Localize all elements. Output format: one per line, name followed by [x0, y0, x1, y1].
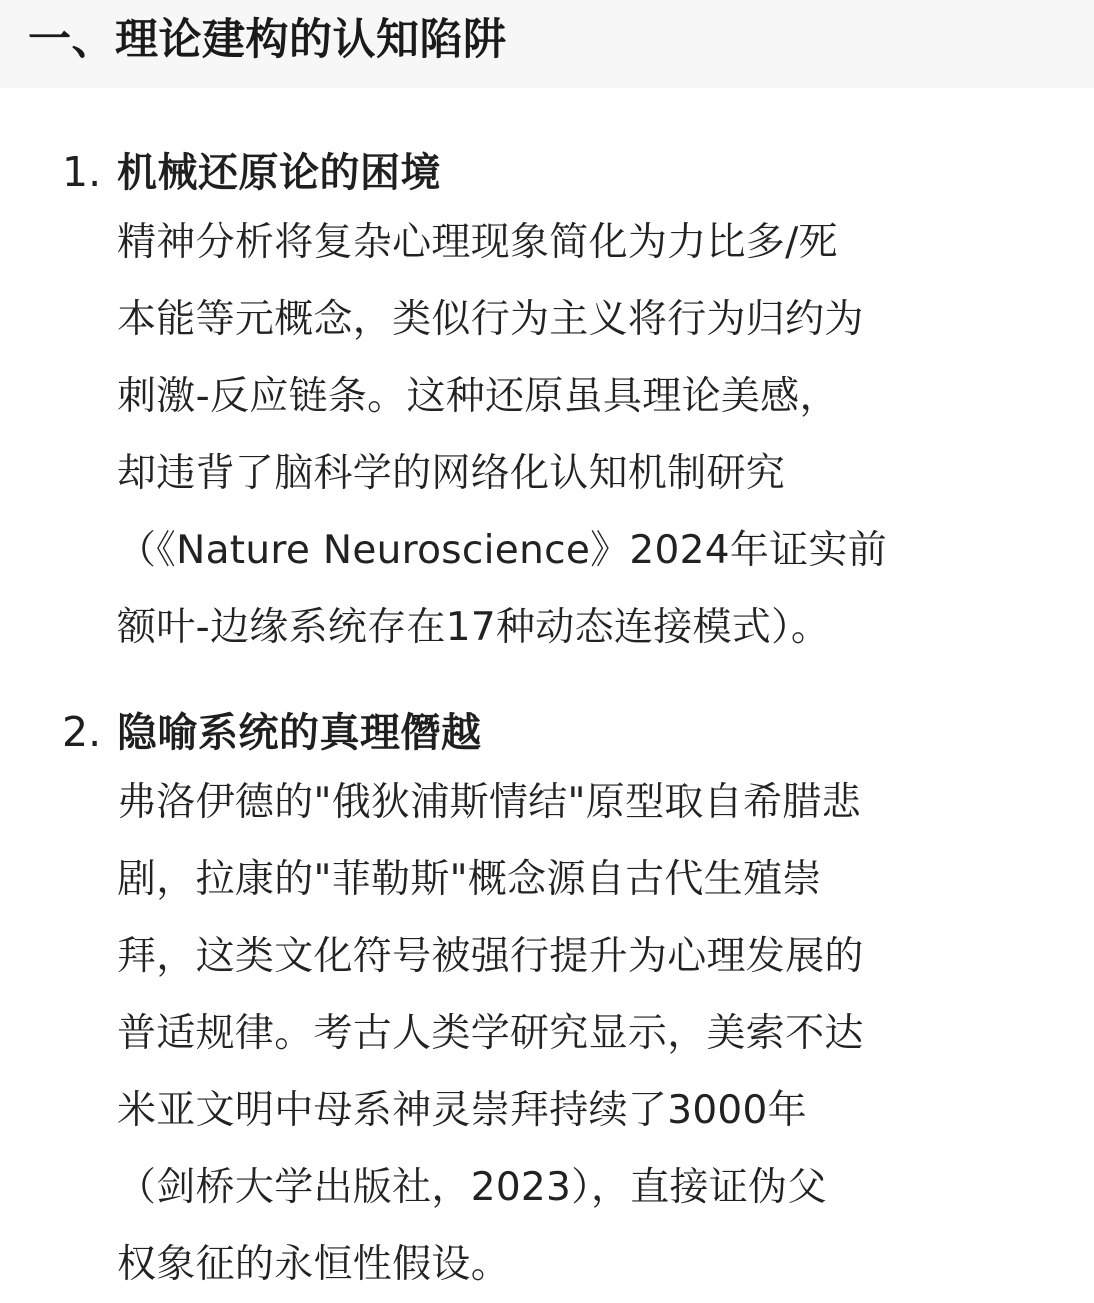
section-body: 精神分析将复杂心理现象简化为力比多/死 本能等元概念，类似行为主义将行为归约为 刺激-反应链条。这种还原虽具理论美感， 却违背了脑科学的网络化认知机制研究 （《Nature Neuroscience》2024年证实前 额叶-边缘系统存在17种动态连接模式）。 [117, 220, 888, 650]
section-metaphor-system [62, 700, 1042, 1303]
section-mechanical-reductionism [62, 140, 1042, 666]
section-heading [62, 140, 1042, 204]
section-number: 1. [62, 148, 102, 196]
page-header [0, 0, 1094, 88]
section-body: 弗洛伊德的"俄狄浦斯情结"原型取自希腊悲 剧，拉康的"菲勒斯"概念源自古代生殖崇 拜，这类文化符号被强行提升为心理发展的 普适规律。考古人类学研究显示，美索不达 米亚文明中母系神灵崇拜持续了3000年 （剑桥大学出版社，2023），直接证伪父 权象征的永恒性假设。 [117, 780, 864, 1287]
section-title: 隐喻系统的真理僭越 [117, 710, 482, 756]
section-number: 2. [62, 708, 102, 756]
page-title: 一、理论建构的认知陷阱 [28, 15, 507, 65]
section-title: 机械还原论的困境 [117, 150, 441, 196]
section-heading [62, 700, 1042, 764]
